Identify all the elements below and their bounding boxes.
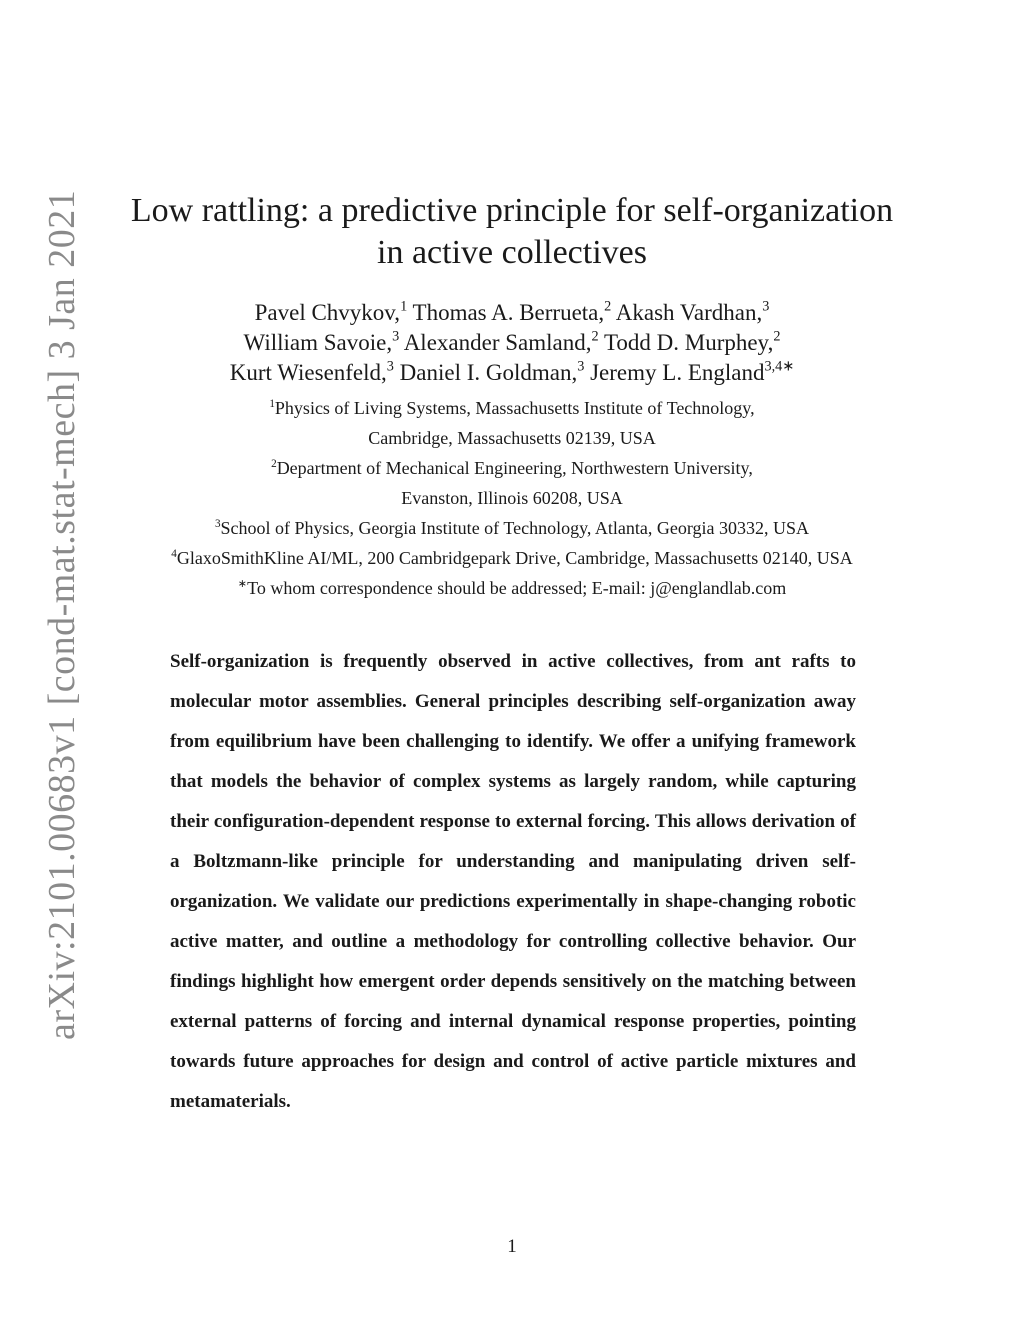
- affiliation-mark: 3: [214, 517, 221, 530]
- abstract: Self-organization is frequently observed in active collectives, from ant rafts to molecular motor assemblies. General principles describing self-organization away from equilibrium have been challenging to identify. We offer a unifying framework that models the behavior of complex systems as largely random, while capturing their configuration-dependent response to external forcing. This allows derivation of a Boltzmann-like principle for understanding and manipulating driven self-organization. We validate our predictions experimentally in shape-changing robotic active matter, and outline a methodology for controlling collective behavior. Our findings highlight how emergent order depends sensitively on the matching between external patterns of forcing and internal dynamical response properties, pointing towards future approaches for design and control of active particle mixtures and metamaterials.: [170, 651, 856, 1112]
- author-affiliation-mark: 2: [604, 298, 612, 315]
- author-affiliation-mark: 3,4∗: [764, 358, 795, 375]
- title-line-1: Low rattling: a predictive principle for self-organization: [130, 192, 894, 229]
- author-name: Jeremy L. England: [590, 360, 765, 385]
- correspondence-mark: ∗: [237, 577, 248, 590]
- author-name: Kurt Wiesenfeld,: [229, 360, 387, 385]
- correspondence-note: [60, 573, 964, 603]
- author-affiliation-mark: 3: [577, 358, 585, 375]
- affiliation-text: Department of Mechanical Engineering, Northwestern University,: [276, 458, 753, 478]
- affiliation-mark: 2: [271, 457, 277, 470]
- author-affiliation-mark: 3: [392, 328, 400, 345]
- author-name: Thomas A. Berrueta,: [412, 300, 605, 325]
- paper-title: [100, 190, 924, 274]
- author-line-2: [100, 328, 924, 358]
- affiliation-4: [60, 543, 964, 573]
- affiliation-2: [60, 453, 964, 483]
- author-name: Akash Vardhan,: [615, 300, 763, 325]
- affiliation-2-continued: Evanston, Illinois 60208, USA: [401, 488, 623, 508]
- page-number: 1: [507, 1236, 517, 1257]
- affiliation-text: GlaxoSmithKline AI/ML, 200 Cambridgepark Drive, Cambridge, Massachusetts 02140, USA: [176, 548, 853, 568]
- author-affiliation-mark: 3: [386, 358, 394, 375]
- affiliation-mark: 4: [171, 547, 177, 560]
- affiliation-text: Physics of Living Systems, Massachusetts Institute of Technology,: [274, 398, 755, 418]
- affiliation-mark: 1: [269, 397, 275, 410]
- affiliation-text: School of Physics, Georgia Institute of Technology, Atlanta, Georgia 30332, USA: [220, 518, 810, 538]
- affiliation-1-continued: Cambridge, Massachusetts 02139, USA: [368, 428, 656, 448]
- affiliation-list: [60, 393, 964, 603]
- author-name: Pavel Chvykov,: [254, 300, 401, 325]
- author-name: Todd D. Murphey,: [603, 330, 774, 355]
- author-name: Daniel I. Goldman,: [399, 360, 578, 385]
- author-affiliation-mark: 3: [762, 298, 770, 315]
- author-affiliation-mark: 1: [400, 298, 408, 315]
- author-line-3: [100, 358, 924, 388]
- author-affiliation-mark: 2: [773, 328, 781, 345]
- affiliation-1: [60, 393, 964, 423]
- author-affiliation-mark: 2: [591, 328, 599, 345]
- author-list: [100, 298, 924, 388]
- correspondence-text: To whom correspondence should be addressed; E-mail: j@englandlab.com: [247, 578, 787, 598]
- author-name: William Savoie,: [243, 330, 393, 355]
- author-name: Alexander Samland,: [403, 330, 592, 355]
- title-line-2: in active collectives: [377, 234, 647, 271]
- arxiv-identifier-stamp: arXiv:2101.00683v1 [cond-mat.stat-mech] 3 Jan 2021: [41, 189, 83, 1040]
- author-line-1: [100, 298, 924, 328]
- affiliation-3: [60, 513, 964, 543]
